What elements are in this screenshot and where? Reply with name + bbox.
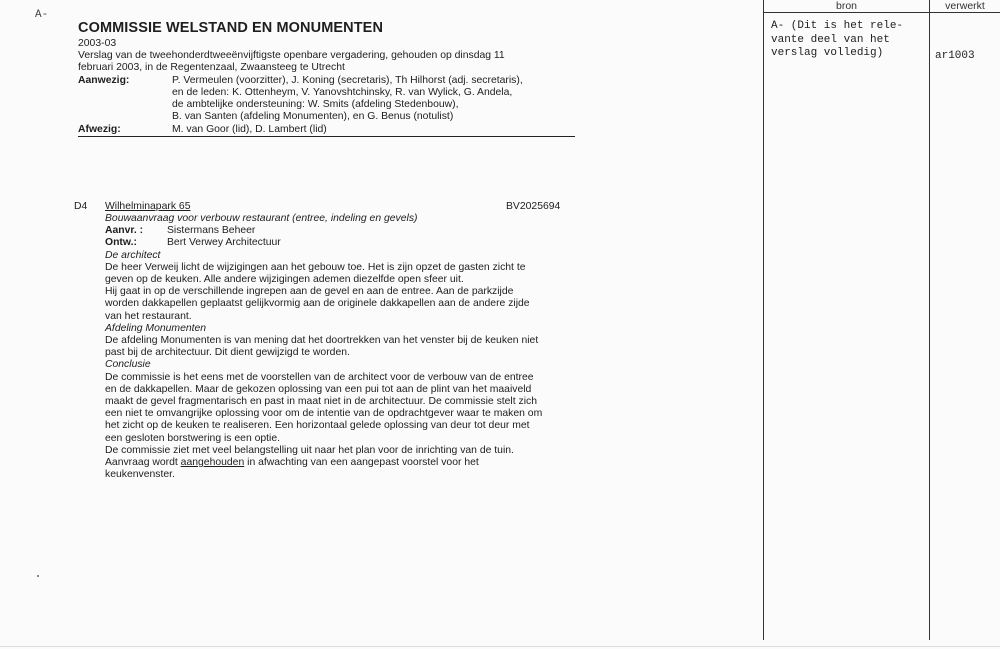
designer-value: Bert Verwey Architectuur: [167, 237, 281, 249]
architect-line: Hij gaat in op de verschillende ingrepen aan de gevel en aan de entree. Aan de parkzijde: [105, 286, 514, 298]
designer-row: [105, 237, 542, 249]
item-address: Wilhelminapark 65: [105, 201, 191, 212]
column-header-verwerkt: verwerkt: [945, 0, 985, 12]
present-label: Aanwezig:: [78, 74, 130, 86]
conclusie-line: maakt de gevel fragmentarisch en past in maat niet in de architectuur. De commissie stelt zich: [105, 396, 537, 408]
monumenten-heading: Afdeling Monumenten: [105, 322, 207, 334]
meeting-description-line-1: Verslag van de tweehonderdtweeënvijftigste openbare vergadering, gehouden op dinsdag 11: [78, 50, 505, 62]
attendance-block: [78, 74, 523, 124]
conclusie-line: De commissie ziet met veel belangstelling uit naar het plan voor de inrichting van de tuin.: [105, 444, 514, 456]
meeting-header: [78, 38, 523, 137]
bron-note-line: verslag volledig): [771, 47, 884, 59]
applicant-label: Aanvr. :: [105, 225, 144, 237]
column-divider-left: [763, 0, 764, 640]
architect-line: geven op de keuken. Alle andere wijzigingen ademen diezelfde open sfeer uit.: [105, 273, 464, 285]
decision-status: aangehouden: [180, 457, 245, 469]
verwerkt-value: ar1003: [935, 50, 975, 62]
conclusie-heading: Conclusie: [105, 359, 151, 371]
conclusie-line: en de dakkapellen. Maar de gekozen oplossing van een pui tot aan de plint van het maaiveld: [105, 383, 532, 395]
applicant-value: Sistermans Beheer: [167, 225, 256, 237]
item-number: D4: [74, 201, 88, 212]
absent-label: Afwezig:: [78, 123, 121, 135]
document-title: COMMISSIE WELSTAND EN MONUMENTEN: [78, 20, 384, 36]
conclusie-line: een niet te omvangrijke oplossing voor om de intentie van de opdrachtgever waar te maken om: [105, 408, 543, 420]
column-header-rule: [763, 12, 1000, 13]
decision-line-2: keukenvenster.: [105, 469, 175, 481]
margin-marker: A-: [35, 9, 49, 21]
bron-note: [771, 20, 903, 61]
absent-row: [78, 124, 505, 137]
scan-speck: [37, 575, 39, 577]
item-body: [105, 213, 542, 481]
architect-line: van het restaurant.: [105, 310, 192, 322]
decision-text-post: in afwachting van een aangepast voorstel voor het: [244, 457, 479, 469]
conclusie-line: het zicht op de keuken te realiseren. Een horizontaal gelede oplossing van deur tot deur met: [105, 420, 530, 432]
present-line: de ambtelijke ondersteuning: W. Smits (afdeling Stedenbouw),: [172, 99, 459, 111]
designer-label: Ontw.:: [105, 237, 137, 249]
absent-value: M. van Goor (lid), D. Lambert (lid): [172, 123, 327, 135]
architect-line: De heer Verweij licht de wijzigingen aan het gebouw toe. Het is zijn opzet de gasten zicht te: [105, 261, 526, 273]
present-line: P. Vermeulen (voorzitter), J. Koning (secretaris), Th Hilhorst (adj. secretaris),: [172, 74, 523, 86]
monumenten-line: De afdeling Monumenten is van mening dat het doortrekken van het venster bij de keuken niet: [105, 335, 539, 346]
applicant-row: [105, 225, 542, 237]
architect-line: worden dakkapellen geplaatst gelijkvormig aan de originele dakkapellen aan de andere zijde: [105, 298, 530, 310]
decision-text-pre: Aanvraag wordt: [105, 457, 181, 469]
present-line: B. van Santen (afdeling Monumenten), en G. Benus (notulist): [172, 111, 454, 123]
decision-line: [105, 457, 542, 469]
meeting-code: 2003-03: [78, 38, 117, 49]
bron-note-line: vante deel van het: [771, 33, 890, 46]
bron-note-line: A- (Dit is het rele-: [771, 20, 904, 32]
monumenten-line: past bij de architectuur. Dit dient gewijzigd te worden.: [105, 347, 350, 359]
column-divider-middle: [929, 0, 930, 640]
header-rule: [78, 136, 575, 137]
conclusie-line: De commissie is het eens met de voorstellen van de architect voor de verbouw van de entree: [105, 371, 534, 383]
present-list: [172, 75, 523, 124]
item-subject: Bouwaanvraag voor verbouw restaurant (entree, indeling en gevels): [105, 213, 418, 224]
conclusie-line: een gesloten borstwering is een optie.: [105, 432, 281, 444]
page-bottom-edge: [0, 646, 1000, 647]
item-reference: BV2025694: [506, 201, 561, 212]
architect-heading: De architect: [105, 249, 161, 261]
column-header-bron: bron: [835, 0, 857, 12]
meeting-description-line-2: februari 2003, in de Regentenzaal, Zwaansteeg te Utrecht: [78, 62, 345, 74]
present-line: en de leden: K. Ottenheym, V. Yanovshtchinsky, R. van Wylick, G. Andela,: [172, 86, 513, 98]
